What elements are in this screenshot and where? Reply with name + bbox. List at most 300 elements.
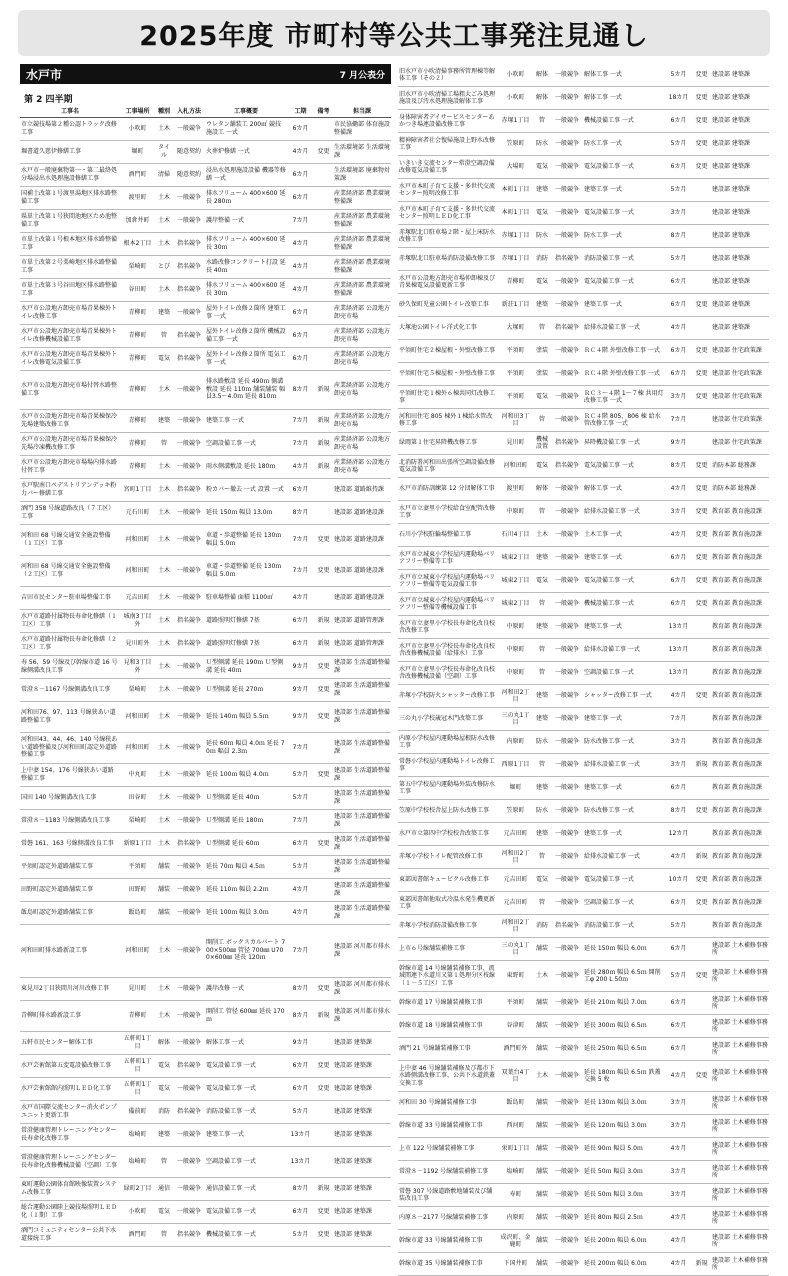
work-summary: 水路改修コンクリート打設 延長 40ｍ: [205, 255, 287, 278]
work-period: 5カ月: [665, 915, 692, 938]
col-header-name: 工事名: [20, 107, 120, 117]
work-type: 土木: [155, 678, 173, 701]
table-row: [398, 639, 769, 662]
department: 教育部 教育施設課: [711, 616, 769, 639]
department: 建設部 土木補修事務所: [711, 1038, 769, 1061]
work-type: 建築: [533, 823, 551, 846]
work-location: 塩崎町: [498, 1161, 533, 1184]
work-type: 電気: [533, 156, 551, 179]
work-note: 新規: [314, 1000, 333, 1031]
work-note: [692, 432, 711, 455]
department: 建設部 建築課: [711, 202, 769, 225]
work-note: [692, 271, 711, 294]
work-name: 水戸市立城東小学校屋内運動場バリアフリー整備等工事: [398, 547, 498, 570]
work-type: 管: [533, 846, 551, 869]
work-location: 元吉田町: [498, 823, 533, 846]
bid-method: 指名競争: [551, 915, 583, 938]
work-type: 解体: [533, 478, 551, 501]
work-note: 変更: [692, 294, 711, 317]
department: 建設部 道路管理課: [333, 609, 391, 632]
work-location: 見川町: [120, 977, 155, 1000]
work-location: 渡里町: [498, 478, 533, 501]
work-type: 舗装: [533, 1038, 551, 1061]
department: 建設部 建築課: [333, 1146, 391, 1177]
work-name: 市単土改第３号谷田地区排水路整備工事: [20, 278, 120, 301]
department: 建設部 建築課: [333, 1100, 391, 1123]
work-note: 新規: [314, 632, 333, 655]
work-note: 変更: [692, 524, 711, 547]
bid-method: 一般競争: [173, 901, 205, 924]
bid-method: 指名競争: [173, 1054, 205, 1077]
work-period: 6カ月: [665, 593, 692, 616]
department: 建設部 生活道路整備課: [333, 732, 391, 763]
bid-method: 一般競争: [551, 524, 583, 547]
work-summary: 粉カバー撤去 一式 設置 一式: [205, 478, 287, 501]
work-type: 建築: [533, 179, 551, 202]
work-note: 変更: [692, 64, 711, 87]
work-summary: 建築工事 一式: [583, 547, 665, 570]
work-name: 幹線市道 14 号線舗装補修工事、流域関連下水道川又第１処理分区枝線（１－５工区）工事: [398, 961, 498, 992]
work-period: 6カ月: [287, 609, 314, 632]
work-note: 変更: [692, 501, 711, 524]
work-type: 土木: [155, 609, 173, 632]
work-location: 栗崎町: [120, 809, 155, 832]
work-type: 管: [533, 317, 551, 340]
work-period: 6カ月: [665, 547, 692, 570]
department: 建設部 道路建設課: [333, 555, 391, 586]
work-name: 旧水戸市小吹清掃事務所管理棟等解体工事（その２）: [398, 64, 498, 87]
work-note: [314, 232, 333, 255]
work-period: 9カ月: [287, 1031, 314, 1054]
col-header-type: 種別: [155, 107, 173, 117]
work-location: 堀町: [120, 140, 155, 163]
work-type: 土木: [155, 209, 173, 232]
work-name: 吉田市民センター駐車場整備工事: [20, 586, 120, 609]
department: 産業経済部 公設地方卸売市場: [333, 324, 391, 347]
work-type: とび: [155, 255, 173, 278]
work-period: 5カ月: [665, 133, 692, 156]
work-type: 舗装: [533, 1092, 551, 1115]
work-name: 平須町住宅１棟外６棟共同灯改修工事: [398, 386, 498, 409]
table-row: [398, 961, 769, 992]
work-note: 変更: [692, 386, 711, 409]
department: 建設部 建築課: [711, 294, 769, 317]
bid-method: 一般競争: [551, 64, 583, 87]
work-name: 河和田住宅 805 棟外１棟給水管改修工事: [398, 409, 498, 432]
table-row: [398, 248, 769, 271]
work-summary: 電気設備工事 一式: [583, 156, 665, 179]
work-summary: 給排水設備工事 一式: [583, 639, 665, 662]
work-location: 緑町2丁目: [120, 1177, 155, 1200]
work-location: 見川町外: [120, 632, 155, 655]
work-note: 変更: [692, 869, 711, 892]
work-location: 本町1丁目: [498, 179, 533, 202]
work-location: 中丸町: [120, 763, 155, 786]
work-type: 消防: [533, 248, 551, 271]
bid-method: 一般競争: [551, 708, 583, 731]
work-summary: 防水改修工事 一式: [583, 731, 665, 754]
work-name: 水戸市立妻里小学校長寿命化改良校舎改修機械設備（給排水）工事: [398, 639, 498, 662]
work-type: 解体: [533, 87, 551, 110]
work-summary: 延長 50ｍ 幅員 3.0ｍ: [583, 1184, 665, 1207]
bid-method: 一般競争: [173, 301, 205, 324]
work-summary: 延長 130ｍ 幅員 3.0ｍ: [583, 1092, 665, 1115]
department: 建設部 住宅政策課: [711, 409, 769, 432]
work-period: 13カ月: [665, 662, 692, 685]
work-name: 常澄８－1183 号線側溝改良工事: [20, 809, 120, 832]
work-period: 6カ月: [665, 294, 692, 317]
work-name: 酒門コミュニティセンター公共下水道接続工事: [20, 1223, 120, 1246]
work-note: [314, 163, 333, 186]
work-name: 常磐 307 号線道路敷地舗装及び舗装改良工事: [398, 1184, 498, 1207]
bid-method: 一般競争: [551, 869, 583, 892]
work-summary: 浸出水処理施設設備 機器等修繕 一式: [205, 163, 287, 186]
work-location: 根本2丁目: [120, 232, 155, 255]
work-name: 赤塚小学校消防設備改修工事: [398, 915, 498, 938]
bid-method: 一般競争: [551, 992, 583, 1015]
work-type: 建築: [533, 294, 551, 317]
work-type: 土木: [155, 732, 173, 763]
department: 建設部 土木補修事務所: [711, 1138, 769, 1161]
work-period: 6カ月: [287, 1200, 314, 1223]
work-note: 変更: [314, 701, 333, 732]
table-row: [398, 616, 769, 639]
work-location: 河和田町: [120, 924, 155, 977]
work-summary: 建築工事 一式: [205, 1123, 287, 1146]
work-type: 電気: [533, 202, 551, 225]
work-period: 6カ月: [287, 186, 314, 209]
work-note: [692, 1115, 711, 1138]
work-type: 電気: [533, 455, 551, 478]
work-note: [692, 179, 711, 202]
work-name: 赤塚駅北口駐車場消防設備改修工事: [398, 248, 498, 271]
work-note: [692, 1138, 711, 1161]
bid-method: 一般競争: [551, 1138, 583, 1161]
work-type: 機械設置: [533, 432, 551, 455]
table-row: [398, 1092, 769, 1115]
work-type: 土木: [155, 763, 173, 786]
work-note: [314, 855, 333, 878]
work-name: 総合運動公園陸上競技場照明ＬＥＤ化（１期）工事: [20, 1200, 120, 1223]
work-note: [314, 1031, 333, 1054]
department: 教育部 教育施設課: [711, 754, 769, 777]
work-location: 三の丸1丁目: [498, 938, 533, 961]
work-period: 4カ月: [665, 478, 692, 501]
bid-method: 一般競争: [551, 593, 583, 616]
work-type: 舗装: [533, 992, 551, 1015]
work-name: 水戸市立第四中学校校舎改築工事: [398, 823, 498, 846]
work-period: 3カ月: [665, 754, 692, 777]
bid-method: 一般競争: [173, 1077, 205, 1100]
work-summary: 消防設備工事 一式: [583, 915, 665, 938]
work-location: 下国井町: [498, 1253, 533, 1276]
work-name: 堀書道久慈伊修繕工事: [20, 140, 120, 163]
city-header: [20, 64, 391, 84]
department: 建設部 土木補修事務所: [711, 1253, 769, 1276]
table-row: [20, 924, 391, 977]
table-header: [20, 107, 391, 117]
table-row: [20, 855, 391, 878]
table-row: [20, 524, 391, 555]
bid-method: 指名競争: [173, 1223, 205, 1246]
table-row: [398, 685, 769, 708]
work-period: 10カ月: [665, 869, 692, 892]
work-location: 河和田2丁目: [498, 915, 533, 938]
department: 建設部 建築課: [333, 1123, 391, 1146]
work-location: 河和田町: [498, 455, 533, 478]
table-row: [20, 1031, 391, 1054]
bid-method: 指名競争: [173, 478, 205, 501]
work-name: 上中妻 46 号線舗装補修及び都市下水路側溝改修工事、公共下水道鉄蓋交換工事: [398, 1061, 498, 1092]
work-note: 変更: [314, 1077, 333, 1100]
work-summary: 電気設備工事 一式: [205, 1200, 287, 1223]
work-location: 城東2丁目: [498, 547, 533, 570]
work-name: 青柳町排水路新設工事: [20, 1000, 120, 1031]
work-location: 栗崎町: [120, 255, 155, 278]
work-summary: 延長 200ｍ 幅員 6.0ｍ: [583, 1230, 665, 1253]
work-name: 水戸芸術館館内照明ＬＥＤ化工事: [20, 1077, 120, 1100]
department: 建設部 建築課: [333, 1031, 391, 1054]
department: 教育部 教育施設課: [711, 570, 769, 593]
work-type: 土木: [155, 632, 173, 655]
work-period: 3カ月: [665, 1184, 692, 1207]
table-row: [398, 1138, 769, 1161]
table-row: [398, 317, 769, 340]
table-row: [398, 87, 769, 110]
work-note: [692, 731, 711, 754]
work-name: 河和田 68 号線交通安全施設整備（２工区）工事: [20, 555, 120, 586]
table-row: [20, 1054, 391, 1077]
table-row: [20, 1123, 391, 1146]
department: 建設部 建築課: [711, 271, 769, 294]
work-summary: 建築工事 一式: [583, 294, 665, 317]
work-name: 平須町住宅５棟屋根・外壁改修工事: [398, 363, 498, 386]
table-row: [398, 1184, 769, 1207]
work-summary: 護岸改修 一式: [205, 977, 287, 1000]
work-period: 8カ月: [665, 800, 692, 823]
work-type: 電気: [533, 869, 551, 892]
work-location: 西原1丁目: [498, 754, 533, 777]
work-note: 変更: [692, 87, 711, 110]
work-name: 水戸市立城東小学校屋内運動場バリアフリー整備等電気設備工事: [398, 570, 498, 593]
work-location: 河和田2丁目: [498, 846, 533, 869]
department: 市民協働部 体育施設整備課: [333, 117, 391, 140]
work-type: 舗装: [533, 938, 551, 961]
work-type: 舗装: [155, 855, 173, 878]
department: 建設部 土木補修事務所: [711, 992, 769, 1015]
work-note: [314, 1100, 333, 1123]
department: 教育部 教育施設課: [711, 593, 769, 616]
table-row: [398, 271, 769, 294]
table-row: [398, 938, 769, 961]
department: 建設部 生活道路整備課: [333, 786, 391, 809]
work-type: 舗装: [533, 1207, 551, 1230]
right-table-body: [398, 64, 769, 1276]
bid-method: 一般競争: [173, 924, 205, 977]
table-row: [20, 455, 391, 478]
work-type: 土木: [155, 455, 173, 478]
work-note: 変更: [314, 1200, 333, 1223]
department: 建設部 建築課: [333, 1223, 391, 1246]
work-summary: Ｕ型側溝 延長 40ｍ: [205, 786, 287, 809]
work-note: [692, 662, 711, 685]
work-note: [314, 209, 333, 232]
bid-method: 指名競争: [173, 347, 205, 370]
work-location: 元吉田町: [120, 586, 155, 609]
work-note: [314, 1146, 333, 1177]
work-type: 土木: [155, 117, 173, 140]
bid-method: 一般競争: [551, 662, 583, 685]
bid-method: 指名競争: [173, 832, 205, 855]
table-row: [398, 1161, 769, 1184]
work-name: 酒門 21 号線舗装補修工事: [398, 1038, 498, 1061]
work-type: 管: [533, 892, 551, 915]
work-type: 土木: [155, 655, 173, 678]
bid-method: 指名競争: [173, 324, 205, 347]
table-row: [20, 832, 391, 855]
work-summary: 電気設備工事 一式: [583, 271, 665, 294]
work-summary: 建築工事 一式: [583, 616, 665, 639]
work-name: 平須町認定外道路舗装工事: [20, 855, 120, 878]
work-type: 土木: [155, 278, 173, 301]
work-summary: 電気設備工事 一式: [205, 1077, 287, 1100]
work-note: [314, 186, 333, 209]
work-type: 管: [533, 662, 551, 685]
department: 教育部 教育施設課: [711, 501, 769, 524]
work-period: 5カ月: [665, 961, 692, 992]
work-name: 石川小学校駐輪場整備工事: [398, 524, 498, 547]
work-name: 水戸市公設地方卸売市場青果棟外トイレ改修工事: [20, 301, 120, 324]
work-summary: 屋外トイレ改修２箇所 電気工事 一式: [205, 347, 287, 370]
bid-method: 指名競争: [173, 1100, 205, 1123]
work-name: 水戸市道路付属物長寿命化修繕（１工区）工事: [20, 609, 120, 632]
work-summary: 道路照明灯修繕 7基: [205, 632, 287, 655]
work-type: 舗装: [533, 1161, 551, 1184]
work-summary: 通信設備工事 一式: [205, 1177, 287, 1200]
col-header-location: 工事場所: [120, 107, 155, 117]
work-period: 6カ月: [665, 892, 692, 915]
table-row: [398, 340, 769, 363]
work-period: 3カ月: [665, 1115, 692, 1138]
bid-method: 一般競争: [551, 1253, 583, 1276]
work-summary: 給排水設備工事 一式: [583, 317, 665, 340]
table-row: [398, 1207, 769, 1230]
work-period: 6カ月: [287, 347, 314, 370]
department: 建設部 河川都市排水課: [333, 1000, 391, 1031]
work-type: 土木: [155, 977, 173, 1000]
work-period: 6カ月: [665, 777, 692, 800]
table-row: [398, 915, 769, 938]
work-note: 変更: [314, 655, 333, 678]
department: 建設部 生活道路整備課: [333, 901, 391, 924]
work-location: 備前町: [120, 1100, 155, 1123]
table-row: [398, 202, 769, 225]
bid-method: 一般競争: [173, 117, 205, 140]
table-row: [398, 662, 769, 685]
work-period: 5カ月: [287, 786, 314, 809]
work-location: 内原町: [498, 1207, 533, 1230]
work-summary: 延長 150ｍ 幅員 13.0ｍ: [205, 501, 287, 524]
work-period: 7カ月: [287, 409, 314, 432]
work-name: 常澄健康管理トレーニングセンター長寿命化改修機械設備（空調）工事: [20, 1146, 120, 1177]
bid-method: 一般競争: [551, 1015, 583, 1038]
department: 教育部 教育施設課: [711, 639, 769, 662]
work-summary: 屋外トイレ改修２箇所 機械設備工事 一式: [205, 324, 287, 347]
department: 産業経済部 農業環境整備課: [333, 186, 391, 209]
work-type: 土木: [155, 809, 173, 832]
work-note: 変更: [314, 1223, 333, 1246]
work-name: 水戸市立城東小学校屋内運動場バリアフリー整備等機械設備工事: [398, 593, 498, 616]
work-period: 6カ月: [665, 1015, 692, 1038]
bid-method: 一般競争: [173, 1123, 205, 1146]
work-type: 土木: [155, 501, 173, 524]
department: 産業経済部 農業環境整備課: [333, 209, 391, 232]
work-note: [692, 1161, 711, 1184]
table-row: [398, 524, 769, 547]
work-period: 3カ月: [665, 1092, 692, 1115]
work-period: 3カ月: [665, 202, 692, 225]
work-location: 青柳町: [120, 455, 155, 478]
work-name: 水戸市公設地方卸売市場青果棟外トイレ改修電気設備工事: [20, 347, 120, 370]
work-summary: 防水工事 一式: [583, 225, 665, 248]
work-summary: 車道・歩道整備 延長 130ｍ 幅員 5.0ｍ: [205, 555, 287, 586]
work-note: [314, 1123, 333, 1146]
work-summary: 空調設備工事 一式: [205, 432, 287, 455]
work-location: 平須町: [498, 363, 533, 386]
table-row: [20, 555, 391, 586]
work-period: 3カ月: [665, 1161, 692, 1184]
work-name: 内原８－2177 号線舗装補修工事: [398, 1207, 498, 1230]
work-type: 建築: [533, 616, 551, 639]
department: 生活環境部 生活環境課: [333, 140, 391, 163]
work-location: 酒門町外: [498, 1038, 533, 1061]
work-summary: 建築工事 一式: [583, 179, 665, 202]
work-location: 三の丸1丁目: [498, 708, 533, 731]
table-row: [398, 133, 769, 156]
bid-method: 一般競争: [173, 1000, 205, 1031]
work-name: 水戸駅南口ペデストリアンデッキ粉力バー修繕工事: [20, 478, 120, 501]
work-type: 管: [155, 1146, 173, 1177]
work-summary: 土木工事 一式: [583, 524, 665, 547]
work-name: 緑岡第１住宅昇降機改修工事: [398, 432, 498, 455]
table-row: [398, 1061, 769, 1092]
work-note: [314, 255, 333, 278]
work-name: 赤塚小学校防火シャッター改修工事: [398, 685, 498, 708]
work-period: 7カ月: [665, 409, 692, 432]
table-row: [398, 869, 769, 892]
bid-method: 一般競争: [551, 363, 583, 386]
work-summary: Ｕ型側溝 延長 270ｍ: [205, 678, 287, 701]
table-row: [20, 140, 391, 163]
work-location: 城東2丁目: [498, 570, 533, 593]
work-location: 大場町: [498, 156, 533, 179]
bid-method: 指名競争: [173, 609, 205, 632]
publication-note: 7 月公表分: [339, 70, 385, 81]
department: 建設部 生活道路整備課: [333, 832, 391, 855]
table-row: [20, 977, 391, 1000]
department: 教育部 教育施設課: [711, 662, 769, 685]
work-summary: 建築工事 一式: [583, 708, 665, 731]
bid-method: 一般競争: [173, 409, 205, 432]
department: 産業経済部 農業環境整備課: [333, 232, 391, 255]
bid-method: 随意契約: [173, 163, 205, 186]
work-name: 市単土改第１号根本地区排水路整備工事: [20, 232, 120, 255]
department: 建設部 住宅政策課: [711, 386, 769, 409]
work-type: 防水: [533, 225, 551, 248]
table-row: [398, 846, 769, 869]
department: 建設部 土木補修事務所: [711, 1061, 769, 1092]
bid-method: 指名競争: [173, 632, 205, 655]
